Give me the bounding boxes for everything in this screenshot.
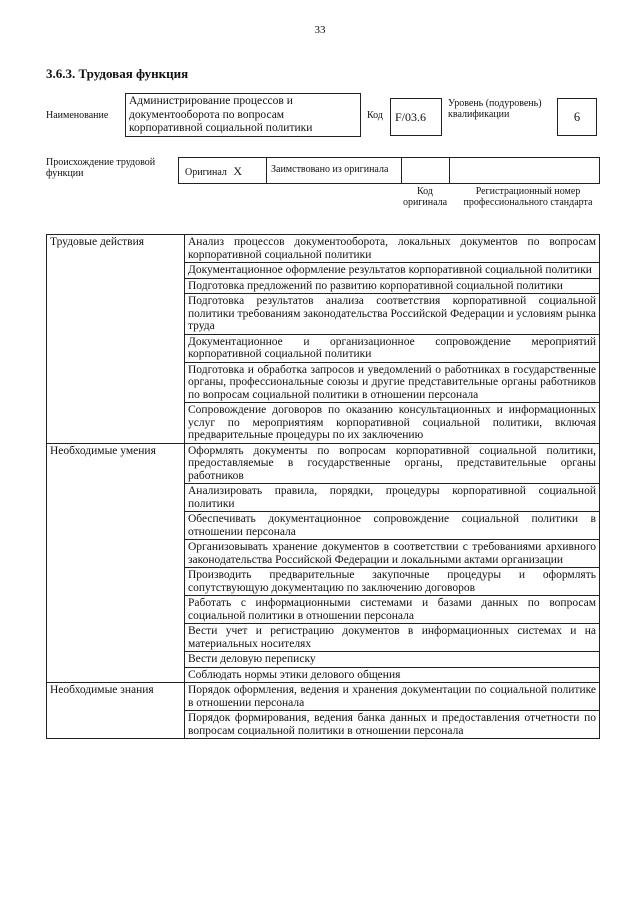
level-label: Уровень (подуровень) квалификации (448, 98, 542, 120)
function-details-table (46, 234, 600, 739)
table-row (47, 235, 600, 263)
borrowed-cell (267, 158, 402, 183)
name-label: Наименование (46, 110, 109, 121)
code-label: Код (367, 110, 383, 121)
code-caption: Код оригинала (402, 186, 448, 208)
origin-label: Происхождение трудовой функции (46, 157, 156, 179)
item-cell: Анализ процессов документооборота, локальных документов по вопросам корпоративной социальной политики (185, 235, 600, 263)
code-box (390, 98, 442, 136)
page-number: 33 (314, 24, 326, 36)
table-row (47, 443, 600, 484)
item-cell: Анализировать правила, порядки, процедуры корпоративной социальной политики (185, 484, 600, 512)
item-cell: Подготовка результатов анализа соответствия корпоративной социальной политики требованиям законодательства Российской Федерации и условиям рынка труда (185, 294, 600, 335)
item-cell: Работать с информационными системами и базами данных по вопросам социальной политики в отношении персонала (185, 596, 600, 624)
borrowed-label: Заимствовано из оригинала (271, 164, 389, 175)
level-box (557, 98, 597, 136)
item-cell: Документационное и организационное сопровождение мероприятий корпоративной социальной политики (185, 334, 600, 362)
item-cell: Производить предварительные закупочные процедуры и оформлять сопутствующую документацию по заключению договоров (185, 568, 600, 596)
item-cell: Документационное оформление результатов корпоративной социальной политики (185, 263, 600, 279)
function-name-box (125, 93, 361, 137)
reg-caption: Регистрационный номер профессионального стандарта (463, 186, 593, 208)
item-cell: Соблюдать нормы этики делового общения (185, 667, 600, 683)
category-cell: Необходимые умения (47, 443, 185, 683)
function-name-value: Администрирование процессов и документооборота по вопросам корпоративной социальной политики (129, 95, 313, 134)
origin-row (178, 157, 600, 184)
original-mark: X (233, 164, 243, 178)
section-title: 3.6.3. Трудовая функция (46, 66, 189, 81)
item-cell: Вести учет и регистрацию документов в информационных системах и на материальных носителях (185, 624, 600, 652)
item-cell: Подготовка предложений по развитию корпоративной социальной политики (185, 278, 600, 294)
original-cell (179, 158, 267, 183)
original-label: Оригинал (185, 167, 227, 178)
item-cell: Организовывать хранение документов в соответствии с требованиями архивного законодательства Российской Федерации и локальными актами организации (185, 540, 600, 568)
reg-number-cell (450, 158, 599, 183)
code-value: F/03.6 (395, 110, 427, 124)
item-cell: Порядок оформления, ведения и хранения документации по социальной политике в отношении персонала (185, 683, 600, 711)
item-cell: Порядок формирования, ведения банка данных и предоставления отчетности по вопросам социальной политики в отношении персонала (185, 711, 600, 739)
table-row (47, 683, 600, 711)
item-cell: Оформлять документы по вопросам корпоративной социальной политики, предоставляемые в государственные органы, представительные органы работников (185, 443, 600, 484)
level-value: 6 (573, 110, 581, 124)
item-cell: Вести деловую переписку (185, 652, 600, 668)
category-cell: Необходимые знания (47, 683, 185, 739)
item-cell: Подготовка и обработка запросов и уведомлений о работниках в государственные органы, профессиональные союзы и другие представительные органы работников по вопросам социальной политики в отношении персонала (185, 362, 600, 403)
item-cell: Сопровождение договоров по оказанию консультационных и информационных услуг по мероприятиям корпоративной социальной политики, включая предварительные процедуры по их заключению (185, 403, 600, 444)
item-cell: Обеспечивать документационное сопровождение социальной политики в отношении персонала (185, 512, 600, 540)
original-code-cell (402, 158, 450, 183)
category-cell: Трудовые действия (47, 235, 185, 444)
